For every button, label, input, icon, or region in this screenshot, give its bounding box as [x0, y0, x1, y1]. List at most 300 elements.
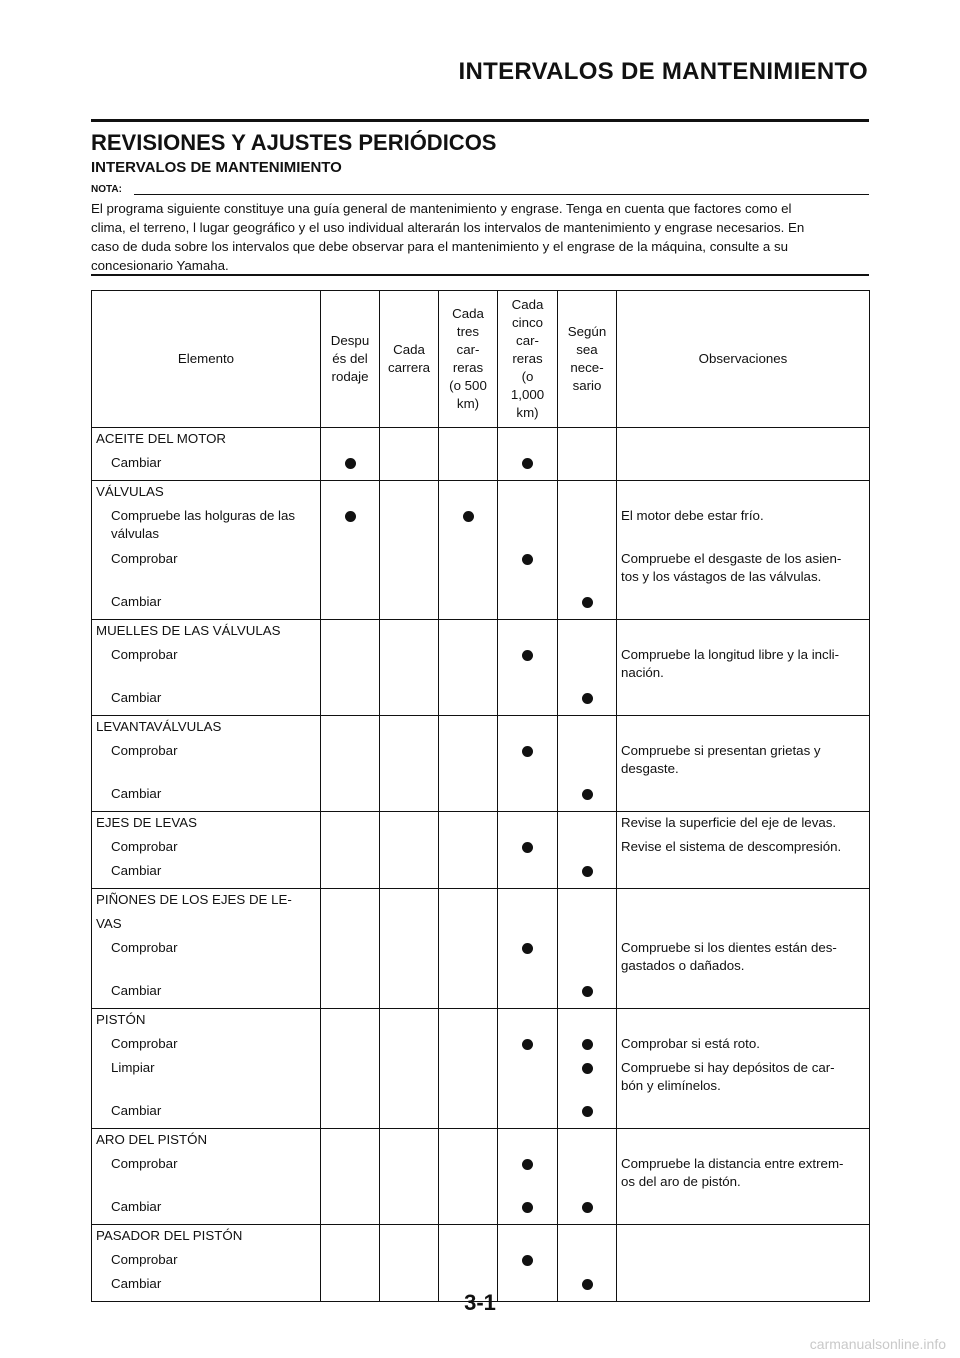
empty-line: [617, 1011, 869, 1035]
interval-mark-icon: [498, 550, 557, 593]
table-header-row: [92, 291, 870, 428]
interval-mark-icon: [498, 939, 557, 982]
item-cell: [92, 620, 321, 716]
empty-line: [380, 1251, 438, 1275]
bullet-dot-icon: [582, 1202, 593, 1213]
empty-line: [321, 838, 379, 862]
empty-line: [380, 742, 438, 785]
interval-mark-icon: [558, 1059, 616, 1102]
empty-line: [439, 785, 497, 809]
item-action-line: Cambiar: [111, 594, 162, 609]
interval-cell: [558, 428, 617, 481]
empty-line: [380, 982, 438, 1006]
column-header-line: Según: [567, 324, 607, 339]
item-cell: [92, 812, 321, 889]
empty-line: [439, 1251, 497, 1275]
observations-cell: [617, 812, 870, 889]
interval-cell: [558, 481, 617, 620]
empty-line: [321, 982, 379, 1006]
observation-text: [617, 1102, 869, 1126]
empty-line: [439, 814, 497, 838]
column-header-line: (o 500: [449, 378, 487, 393]
observation-text: [617, 507, 869, 550]
subsection-title: INTERVALOS DE MANTENIMIENTO: [91, 159, 342, 176]
interval-cell: [321, 1129, 380, 1225]
interval-cell: [558, 889, 617, 1009]
empty-line: [617, 1227, 869, 1251]
interval-cell: [380, 481, 439, 620]
empty-line: [617, 622, 869, 646]
empty-line: [439, 454, 497, 478]
observation-text: [617, 862, 869, 886]
observations-cell: [617, 1009, 870, 1129]
empty-line: [558, 1251, 616, 1275]
column-header-line: Cada: [452, 306, 484, 321]
empty-line: [321, 1155, 379, 1198]
interval-cell: [439, 1129, 498, 1225]
item-action-line: Comprobar: [111, 551, 178, 566]
empty-line: [439, 1155, 497, 1198]
bullet-dot-icon: [582, 789, 593, 800]
column-header-line: km): [456, 396, 480, 411]
observation-line: Compruebe el desgaste de los asien-: [621, 551, 842, 566]
empty-line: [380, 430, 438, 454]
item-action: [92, 1155, 320, 1198]
interval-mark-icon: [321, 507, 379, 550]
interval-mark-icon: [498, 1198, 557, 1222]
interval-mark-icon: [498, 742, 557, 785]
observation-text: [617, 1059, 869, 1102]
item-action-line: Comprobar: [111, 1252, 178, 1267]
interval-mark-icon: [498, 1251, 557, 1275]
empty-line: [380, 483, 438, 507]
interval-cell: [558, 1129, 617, 1225]
empty-line: [617, 915, 869, 939]
item-action-line: Comprobar: [111, 1156, 178, 1171]
bullet-dot-icon: [582, 866, 593, 877]
column-header: [617, 291, 870, 428]
column-header-line: sario: [572, 378, 602, 393]
empty-line: [498, 1059, 557, 1102]
observation-line: os del aro de pistón.: [621, 1174, 741, 1189]
empty-line: [498, 1011, 557, 1035]
empty-line: [439, 1059, 497, 1102]
group-title: PISTÓN: [96, 1012, 146, 1027]
item-action: [92, 742, 320, 785]
interval-mark-icon: [558, 1102, 616, 1126]
empty-line: [439, 982, 497, 1006]
observations-cell: [617, 1129, 870, 1225]
column-header-line: Cada: [511, 297, 544, 312]
bullet-dot-icon: [582, 986, 593, 997]
bullet-dot-icon: [582, 597, 593, 608]
empty-line: [439, 593, 497, 617]
empty-line: [380, 862, 438, 886]
observation-text: [617, 785, 869, 809]
empty-line: [439, 1227, 497, 1251]
empty-line: [439, 550, 497, 593]
empty-line: [498, 915, 557, 939]
interval-cell: [380, 889, 439, 1009]
observation-line: Compruebe la distancia entre extrem-: [621, 1156, 844, 1171]
interval-cell: [498, 620, 558, 716]
group-title: PIÑONES DE LOS EJES DE LE-: [96, 892, 292, 907]
table-row: [92, 481, 870, 620]
interval-mark-icon: [558, 862, 616, 886]
interval-cell: [321, 716, 380, 812]
empty-line: [439, 1102, 497, 1126]
item-cell: [92, 716, 321, 812]
empty-line: [321, 1227, 379, 1251]
group-title: MUELLES DE LAS VÁLVULAS: [96, 623, 281, 638]
column-header-line: nece-: [570, 360, 604, 375]
interval-cell: [439, 889, 498, 1009]
note-line: concesionario Yamaha.: [91, 258, 229, 273]
empty-line: [439, 1198, 497, 1222]
note-rule-bottom: [91, 274, 869, 276]
empty-line: [321, 915, 379, 939]
empty-line: [321, 814, 379, 838]
empty-line: [380, 1155, 438, 1198]
empty-line: [558, 1155, 616, 1198]
empty-line: [558, 718, 616, 742]
empty-line: [321, 1251, 379, 1275]
empty-line: [321, 483, 379, 507]
empty-line: [558, 454, 616, 478]
empty-line: [380, 718, 438, 742]
empty-line: [439, 622, 497, 646]
item-action-line: Compruebe las holguras de las: [111, 508, 296, 523]
interval-cell: [321, 889, 380, 1009]
observation-text: [617, 1251, 869, 1275]
empty-line: [439, 838, 497, 862]
observation-line: tos y los vástagos de las válvulas.: [621, 569, 822, 584]
group-title: PASADOR DEL PISTÓN: [96, 1228, 243, 1243]
item-action-line: válvulas: [111, 526, 160, 541]
interval-cell: [498, 889, 558, 1009]
empty-line: [498, 891, 557, 915]
item-action: [92, 1198, 320, 1222]
table-row: [92, 812, 870, 889]
observation-text: [617, 1035, 869, 1059]
empty-line: [439, 646, 497, 689]
empty-line: [321, 785, 379, 809]
empty-line: [380, 1059, 438, 1102]
empty-line: [321, 891, 379, 915]
empty-line: [439, 718, 497, 742]
item-action: [92, 982, 320, 1006]
empty-line: [439, 862, 497, 886]
interval-cell: [380, 812, 439, 889]
maintenance-table: [91, 290, 870, 1302]
column-header-line: 1,000: [510, 387, 545, 402]
interval-mark-icon: [558, 593, 616, 617]
table-row: [92, 1129, 870, 1225]
empty-line: [439, 1035, 497, 1059]
observation-text: [617, 838, 869, 862]
interval-cell: [321, 812, 380, 889]
column-header-line: Observaciones: [698, 351, 788, 366]
empty-line: [380, 1011, 438, 1035]
bullet-dot-icon: [522, 842, 533, 853]
empty-line: [558, 1131, 616, 1155]
bullet-dot-icon: [582, 1106, 593, 1117]
observations-cell: [617, 428, 870, 481]
empty-line: [617, 430, 869, 454]
interval-cell: [439, 716, 498, 812]
observation-text: [617, 939, 869, 982]
column-header-line: carrera: [387, 360, 431, 375]
interval-cell: [558, 1009, 617, 1129]
item-cell: [92, 428, 321, 481]
table-row: [92, 889, 870, 1009]
interval-mark-icon: [498, 646, 557, 689]
column-header-line: Elemento: [177, 351, 235, 366]
interval-cell: [380, 1129, 439, 1225]
empty-line: [498, 593, 557, 617]
interval-cell: [558, 716, 617, 812]
observation-line: gastados o dañados.: [621, 958, 745, 973]
interval-cell: [321, 620, 380, 716]
interval-mark-icon: [558, 785, 616, 809]
interval-mark-icon: [558, 982, 616, 1006]
interval-cell: [380, 620, 439, 716]
item-action: [92, 1102, 320, 1126]
empty-line: [617, 718, 869, 742]
bullet-dot-icon: [582, 693, 593, 704]
empty-line: [380, 891, 438, 915]
column-header: [558, 291, 617, 428]
observation-text: [617, 1155, 869, 1198]
table-row: [92, 620, 870, 716]
observation-line: El motor debe estar frío.: [621, 508, 764, 523]
empty-line: [380, 646, 438, 689]
observations-cell: [617, 716, 870, 812]
empty-line: [439, 1011, 497, 1035]
bullet-dot-icon: [522, 1039, 533, 1050]
empty-line: [321, 1102, 379, 1126]
column-header-line: reras: [452, 360, 484, 375]
bullet-dot-icon: [522, 458, 533, 469]
interval-cell: [439, 812, 498, 889]
interval-cell: [321, 428, 380, 481]
interval-cell: [498, 1129, 558, 1225]
group-title: VÁLVULAS: [96, 484, 164, 499]
column-header-line: Cada: [393, 342, 425, 357]
empty-line: [558, 838, 616, 862]
item-action-line: Cambiar: [111, 983, 162, 998]
interval-cell: [439, 481, 498, 620]
interval-cell: [439, 620, 498, 716]
empty-line: [380, 1227, 438, 1251]
empty-line: [321, 593, 379, 617]
page-number: 3-1: [464, 1290, 496, 1315]
observation-text: [617, 646, 869, 689]
bullet-dot-icon: [522, 554, 533, 565]
empty-line: [380, 454, 438, 478]
observation-text: [617, 454, 869, 478]
empty-line: [558, 430, 616, 454]
observations-cell: [617, 889, 870, 1009]
interval-cell: [558, 620, 617, 716]
bullet-dot-icon: [522, 746, 533, 757]
bullet-dot-icon: [582, 1279, 593, 1290]
empty-line: [380, 550, 438, 593]
observation-text: [617, 742, 869, 785]
column-header-line: car-: [516, 333, 539, 348]
observation-text: [617, 1198, 869, 1222]
empty-line: [380, 507, 438, 550]
empty-line: [321, 646, 379, 689]
empty-line: [439, 689, 497, 713]
empty-line: [558, 939, 616, 982]
group-title: VAS: [96, 916, 122, 931]
observation-line: Compruebe la longitud libre y la incli-: [621, 647, 840, 662]
empty-line: [380, 1035, 438, 1059]
empty-line: [498, 483, 557, 507]
empty-line: [380, 689, 438, 713]
bullet-dot-icon: [522, 1255, 533, 1266]
item-action-line: Limpiar: [111, 1060, 155, 1075]
empty-line: [321, 862, 379, 886]
empty-line: [498, 689, 557, 713]
column-header-line: km): [516, 405, 539, 420]
item-action: [92, 838, 320, 862]
interval-mark-icon: [558, 1035, 616, 1059]
note-label: NOTA:: [91, 184, 122, 195]
interval-cell: [380, 428, 439, 481]
empty-line: [498, 1227, 557, 1251]
empty-line: [321, 1198, 379, 1222]
item-action-line: Cambiar: [111, 1103, 162, 1118]
observation-text: [617, 982, 869, 1006]
empty-line: [380, 939, 438, 982]
watermark: carmanualsonline.info: [809, 1336, 946, 1352]
observation-line: desgaste.: [621, 761, 679, 776]
interval-mark-icon: [498, 1155, 557, 1198]
interval-cell: [498, 812, 558, 889]
observation-line: nación.: [621, 665, 664, 680]
interval-mark-icon: [498, 454, 557, 478]
bullet-dot-icon: [463, 511, 474, 522]
observation-line: Comprobar si está roto.: [621, 1036, 760, 1051]
interval-cell: [380, 716, 439, 812]
observation-line: Compruebe si presentan grietas y: [621, 743, 821, 758]
interval-cell: [498, 481, 558, 620]
observations-cell: [617, 620, 870, 716]
item-action: [92, 1059, 320, 1102]
empty-line: [321, 718, 379, 742]
empty-line: [380, 1198, 438, 1222]
empty-line: [380, 838, 438, 862]
item-action: [92, 1251, 320, 1275]
group-title: LEVANTAVÁLVULAS: [96, 719, 222, 734]
note-line: clima, el terreno, l lugar geográfico y el uso individual alterarán los intervalos de mantenimiento y engrase necesarios. En: [91, 220, 805, 235]
interval-mark-icon: [558, 1198, 616, 1222]
column-header: [439, 291, 498, 428]
empty-line: [321, 939, 379, 982]
bullet-dot-icon: [522, 650, 533, 661]
interval-cell: [439, 1009, 498, 1129]
column-header: [321, 291, 380, 428]
empty-line: [321, 622, 379, 646]
interval-cell: [498, 428, 558, 481]
column-header: [380, 291, 439, 428]
interval-cell: [498, 716, 558, 812]
empty-line: [498, 1102, 557, 1126]
empty-line: [380, 915, 438, 939]
interval-cell: [439, 428, 498, 481]
interval-mark-icon: [558, 689, 616, 713]
empty-line: [321, 689, 379, 713]
interval-cell: [321, 481, 380, 620]
empty-line: [498, 1131, 557, 1155]
item-action-line: Cambiar: [111, 786, 162, 801]
empty-line: [321, 430, 379, 454]
empty-line: [498, 982, 557, 1006]
column-header: [498, 291, 558, 428]
item-action-line: Cambiar: [111, 863, 162, 878]
interval-mark-icon: [498, 838, 557, 862]
empty-line: [558, 646, 616, 689]
bullet-dot-icon: [522, 943, 533, 954]
empty-line: [498, 622, 557, 646]
table-body: [92, 428, 870, 1302]
group-title: ACEITE DEL MOTOR: [96, 431, 227, 446]
item-action: [92, 785, 320, 809]
observation-text: [617, 593, 869, 617]
item-action-line: Cambiar: [111, 455, 162, 470]
empty-line: [380, 785, 438, 809]
column-header-line: Despu: [330, 333, 370, 348]
bullet-dot-icon: [345, 458, 356, 469]
interval-mark-icon: [498, 1035, 557, 1059]
column-header-line: (o: [521, 369, 534, 384]
item-action: [92, 689, 320, 713]
observation-text: [617, 689, 869, 713]
empty-line: [321, 1131, 379, 1155]
item-action-line: Comprobar: [111, 647, 178, 662]
bullet-dot-icon: [522, 1202, 533, 1213]
empty-line: [558, 915, 616, 939]
item-cell: [92, 889, 321, 1009]
empty-line: [321, 550, 379, 593]
empty-line: [380, 622, 438, 646]
observations-cell: [617, 481, 870, 620]
item-cell: [92, 481, 321, 620]
page-header-title: INTERVALOS DE MANTENIMIENTO: [458, 58, 868, 85]
item-action-line: Comprobar: [111, 1036, 178, 1051]
item-action: [92, 939, 320, 982]
item-action-line: Cambiar: [111, 690, 162, 705]
interval-cell: [498, 1009, 558, 1129]
empty-line: [558, 1011, 616, 1035]
header-rule: [91, 119, 869, 122]
empty-line: [558, 742, 616, 785]
empty-line: [558, 507, 616, 550]
empty-line: [321, 1059, 379, 1102]
observation-line: bón y elimínelos.: [621, 1078, 721, 1093]
column-header-line: reras: [512, 351, 543, 366]
interval-cell: [380, 1009, 439, 1129]
observation-line: Revise el sistema de descompresión.: [621, 839, 842, 854]
interval-cell: [558, 812, 617, 889]
column-header-line: car-: [456, 342, 480, 357]
group-title: ARO DEL PISTÓN: [96, 1132, 208, 1147]
empty-line: [498, 814, 557, 838]
bullet-dot-icon: [582, 1039, 593, 1050]
empty-line: [439, 939, 497, 982]
